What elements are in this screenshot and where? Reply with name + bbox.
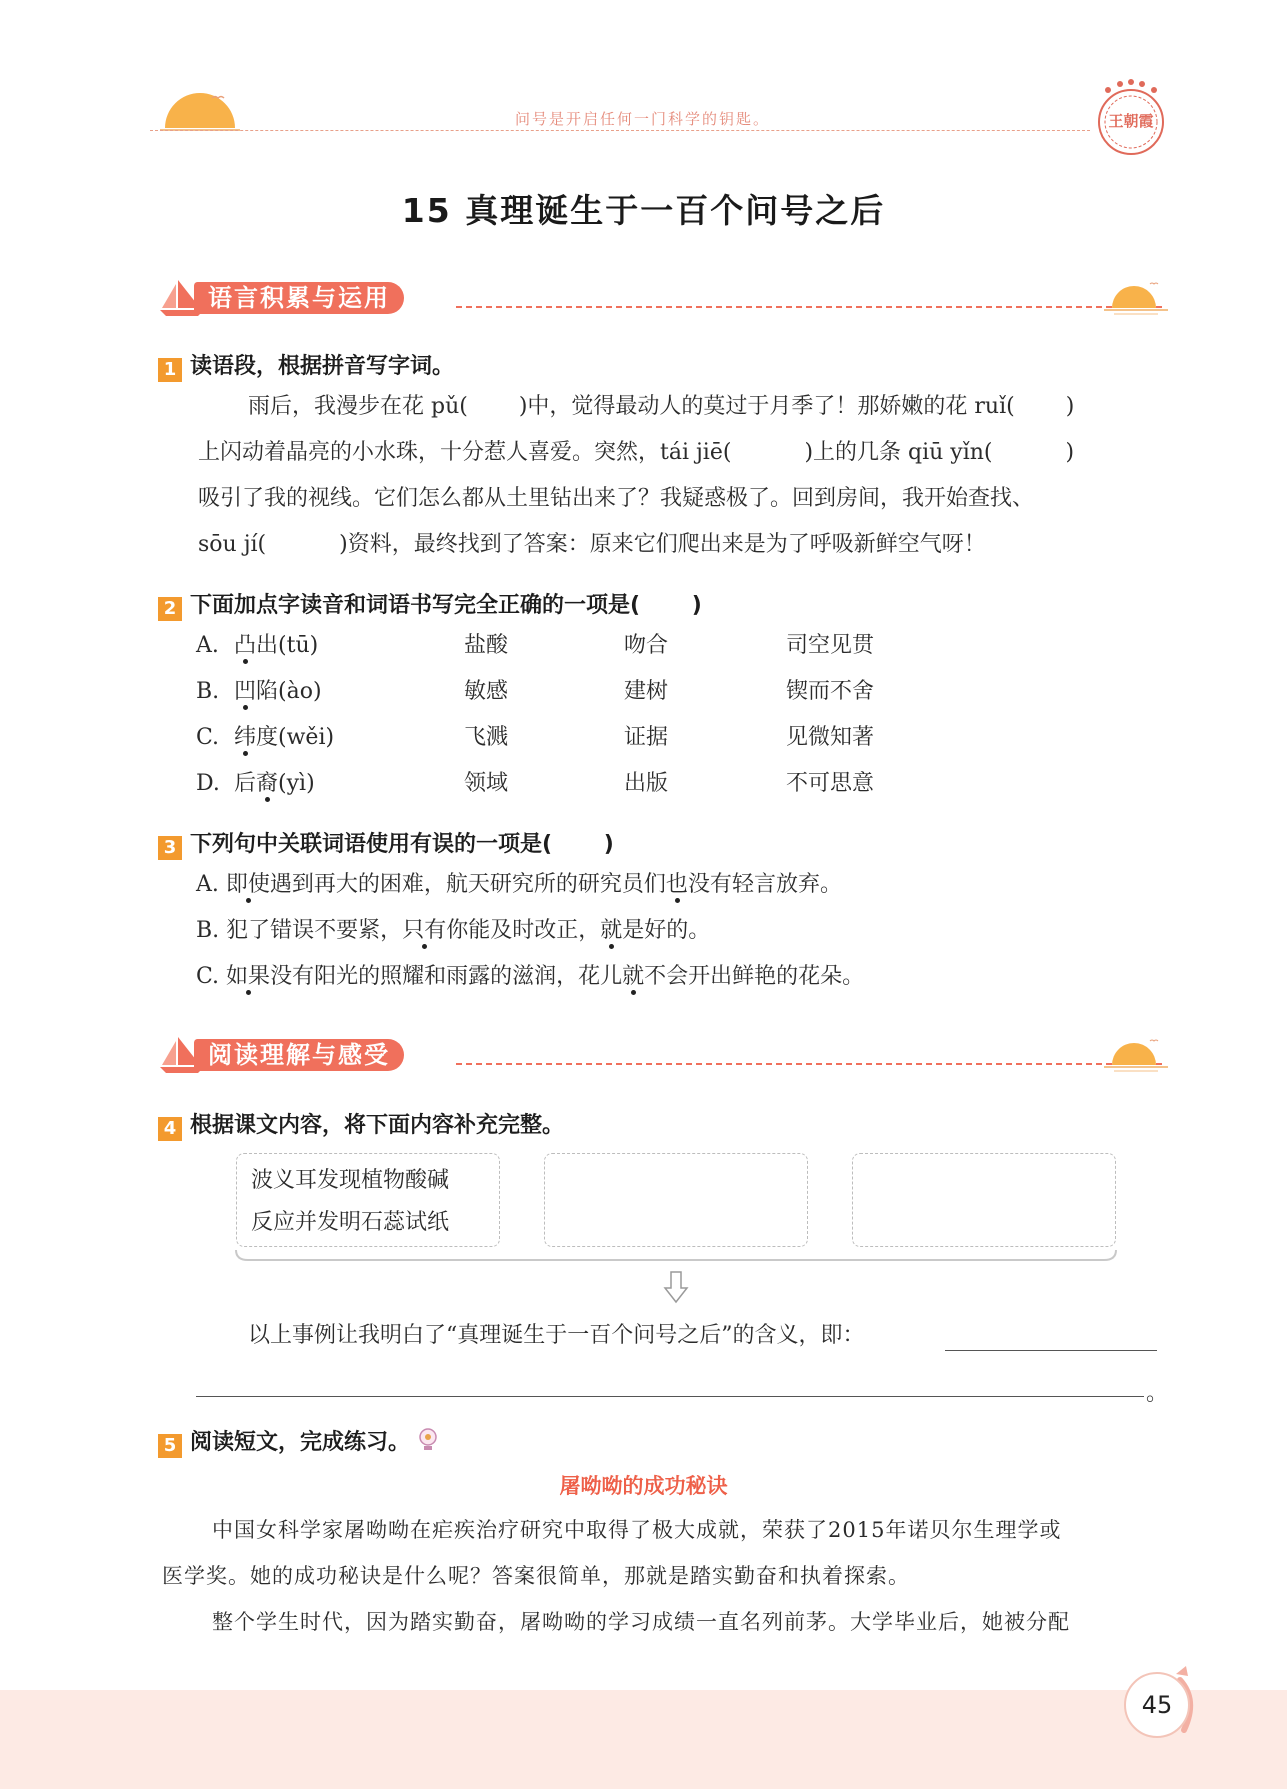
option-word-rest: (yì) xyxy=(278,771,315,796)
article-line: 中国女科学家屠呦呦在疟疾治疗研究中取得了极大成就，荣获了2015年诺贝尔生理学或 xyxy=(212,1518,1062,1542)
option-label: C. xyxy=(196,964,220,989)
option-word-pre: 后 xyxy=(234,771,257,796)
dotted-word: 也 xyxy=(665,872,688,897)
option-word-2: 敏感 xyxy=(464,679,509,704)
answer-line-1[interactable] xyxy=(945,1350,1157,1351)
article-line: 医学奖。她的成功秘诀是什么呢？答案很简单，那就是踏实勤奋和执着探索。 xyxy=(162,1564,910,1588)
article-body xyxy=(162,1507,1162,1645)
option-word-4: 不可思意 xyxy=(786,771,875,796)
option-word-rest: 度(wěi) xyxy=(256,725,335,750)
dotted-char: 凹 xyxy=(234,679,257,704)
answer-box-2[interactable] xyxy=(544,1153,808,1247)
option-label: A. xyxy=(196,633,219,658)
option-text: 不会开出鲜艳的花朵。 xyxy=(644,964,865,989)
question-prompt: 下面加点字读音和词语书写完全正确的一项是( ) xyxy=(190,593,702,618)
passage-line: sōu jí( )资料，最终找到了答案：原来它们爬出来是为了呼吸新鲜空气呀！ xyxy=(198,532,986,557)
passage-line: 上闪动着晶亮的小水珠，十分惹人喜爱。突然，tái jiē( )上的几条 qiū yǐn( ) xyxy=(198,440,1075,465)
passage-line: 吸引了我的视线。它们怎么都从土里钻出来了？我疑惑极了。回到房间，我开始查找、 xyxy=(198,486,1035,511)
question-number: 3 xyxy=(158,836,182,860)
dotted-word: 即使 xyxy=(225,872,270,897)
option-word-2: 盐酸 xyxy=(464,633,509,658)
down-arrow-icon xyxy=(663,1270,689,1304)
footer-wave xyxy=(0,1690,1287,1789)
section-title: 语言积累与运用 xyxy=(194,282,404,314)
option-text: 没有阳光的照耀和雨露的滋润，花儿 xyxy=(270,964,623,989)
option-row-c[interactable] xyxy=(196,954,864,1000)
header-motto: 问号是开启任何一门科学的钥匙。 xyxy=(515,110,771,128)
section-dash-line xyxy=(456,1063,1162,1065)
section-dash-line xyxy=(456,306,1162,308)
end-period: 。 xyxy=(1146,1381,1169,1406)
option-text: 犯了错误不要紧， xyxy=(226,918,403,943)
option-label: A. xyxy=(196,872,219,897)
page-number: 45 xyxy=(1124,1672,1190,1738)
option-word-rest: 出(tū) xyxy=(256,633,319,658)
option-label: C. xyxy=(196,725,220,750)
option-word-4: 见微知著 xyxy=(786,725,875,750)
option-word-4: 司空见贯 xyxy=(786,633,875,658)
dotted-char: 裔 xyxy=(256,771,279,796)
dotted-char: 纬 xyxy=(234,725,257,750)
box-line: 波义耳发现植物酸碱 xyxy=(251,1168,450,1193)
option-word-2: 飞溅 xyxy=(464,725,509,750)
option-text: 是好的。 xyxy=(622,918,711,943)
lightbulb-icon xyxy=(417,1427,439,1453)
article-line: 整个学生时代，因为踏实勤奋，屠呦呦的学习成绩一直名列前茅。大学毕业后，她被分配 xyxy=(212,1610,1070,1634)
dotted-char: 凸 xyxy=(234,633,257,658)
question-2 xyxy=(158,588,702,621)
option-word-3: 吻合 xyxy=(624,633,669,658)
header-divider xyxy=(150,130,1090,131)
option-label: B. xyxy=(196,679,220,704)
section-banner-1 xyxy=(158,278,1168,318)
option-word-1 xyxy=(234,715,334,761)
question-prompt: 阅读短文，完成练习。 xyxy=(190,1430,411,1455)
question-prompt: 根据课文内容，将下面内容补充完整。 xyxy=(190,1113,565,1138)
option-word-3: 建树 xyxy=(624,679,669,704)
dotted-word: 如果 xyxy=(226,964,271,989)
question-5 xyxy=(158,1425,439,1458)
option-word-1 xyxy=(234,669,322,715)
sun-icon xyxy=(1104,1035,1168,1075)
page-title: 15 真理诞生于一百个问号之后 xyxy=(401,191,886,230)
option-label: B. xyxy=(196,918,220,943)
box-text xyxy=(251,1160,449,1244)
example-box-1 xyxy=(236,1153,500,1247)
option-word-3: 证据 xyxy=(624,725,669,750)
question-4 xyxy=(158,1108,564,1141)
option-text: 你能及时改正， xyxy=(446,918,601,943)
option-label: D. xyxy=(196,771,220,796)
option-text: 遇到再大的困难，航天研究所的研究员们 xyxy=(269,872,666,897)
option-word-2: 领域 xyxy=(464,771,509,796)
question-number: 2 xyxy=(158,597,182,621)
dotted-word: 就 xyxy=(600,918,623,943)
section-title: 阅读理解与感受 xyxy=(194,1039,404,1071)
question-prompt: 读语段，根据拼音写字词。 xyxy=(190,354,455,379)
section-banner-2 xyxy=(158,1035,1168,1075)
q4-sentence: 以上事例让我明白了“真理诞生于一百个问号之后”的含义，即： xyxy=(248,1323,865,1348)
question-prompt: 下列句中关联词语使用有误的一项是( ) xyxy=(190,832,614,857)
option-word-1 xyxy=(234,623,318,669)
option-text: 没有轻言放弃。 xyxy=(687,872,842,897)
article-title: 屠呦呦的成功秘诀 xyxy=(559,1474,728,1498)
option-word-3: 出版 xyxy=(624,771,669,796)
question-number: 1 xyxy=(158,358,182,382)
question-1 xyxy=(158,349,454,382)
dotted-word: 就 xyxy=(622,964,645,989)
option-row-b[interactable] xyxy=(196,908,710,954)
question-number: 5 xyxy=(158,1434,182,1458)
answer-box-3[interactable] xyxy=(852,1153,1116,1247)
dotted-word: 只有 xyxy=(402,918,447,943)
option-word-4: 锲而不舍 xyxy=(786,679,875,704)
question-number: 4 xyxy=(158,1117,182,1141)
passage-line: 雨后，我漫步在花 pǔ( )中，觉得最动人的莫过于月季了！那娇嫩的花 ruǐ( ) xyxy=(248,394,1075,419)
sun-icon xyxy=(1104,278,1168,318)
bracket-line xyxy=(234,1248,1118,1268)
question-3 xyxy=(158,827,614,860)
brand-logo-text: 王朝霞 xyxy=(1108,112,1154,130)
answer-line-2[interactable] xyxy=(196,1396,1144,1397)
option-row-a[interactable] xyxy=(196,862,842,908)
q1-passage xyxy=(198,384,1160,568)
option-word-1 xyxy=(234,761,315,807)
option-word-rest: 陷(ào) xyxy=(256,679,322,704)
box-line: 反应并发明石蕊试纸 xyxy=(251,1210,450,1235)
